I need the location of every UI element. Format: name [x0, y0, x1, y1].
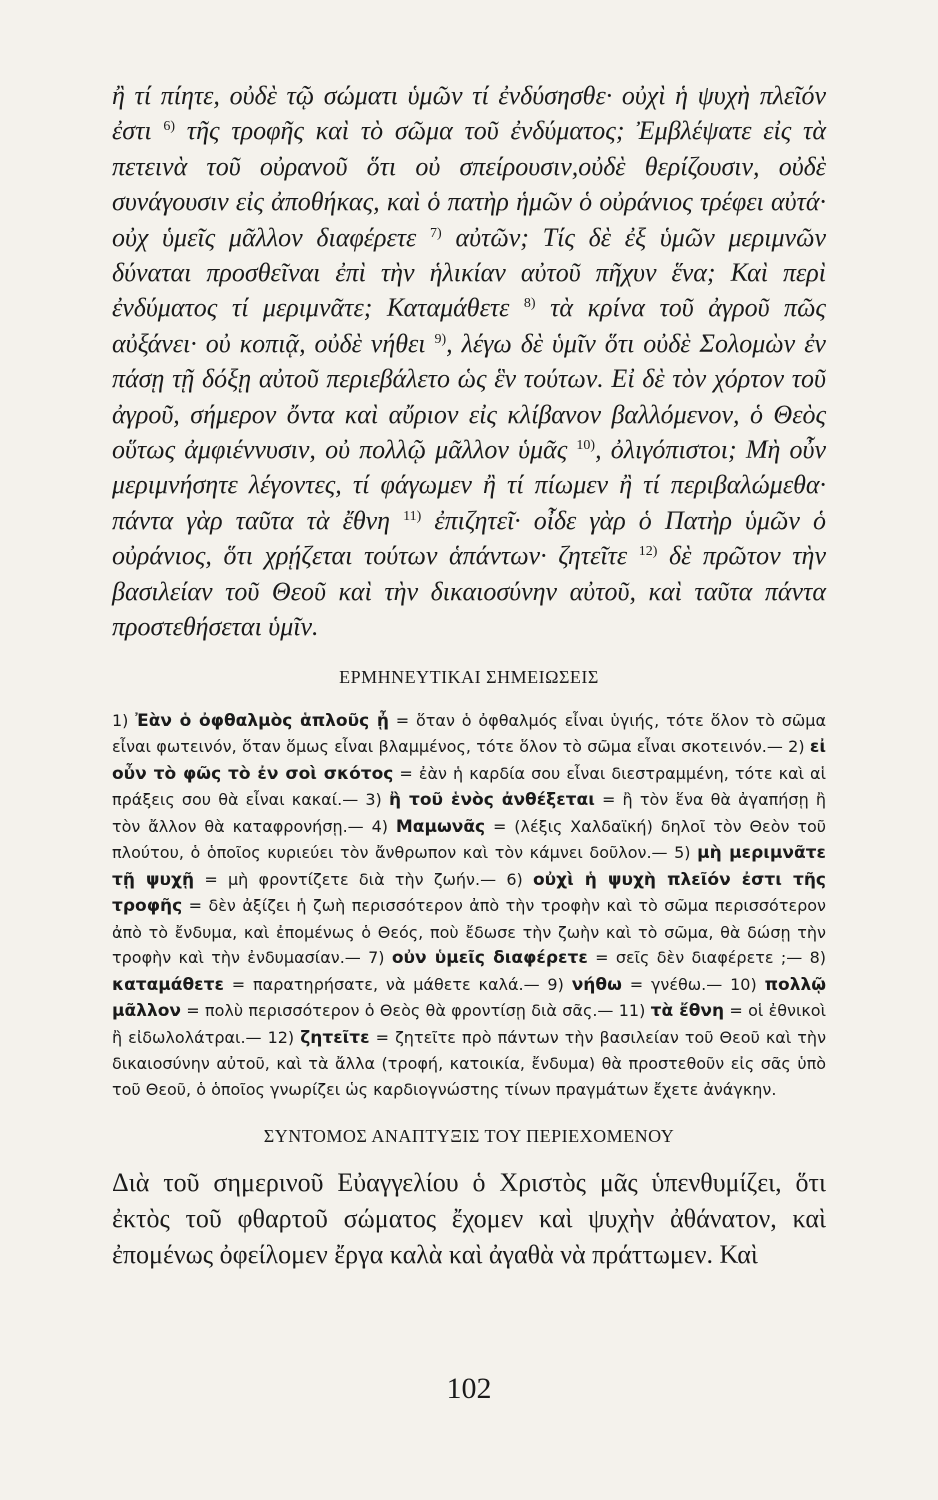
summary-paragraph: Διὰ τοῦ σημερινοῦ Εὐαγγελίου ὁ Χριστὸς μᾶς ὑπενθυμίζει, ὅτι ἐκτὸς τοῦ φθαρτοῦ σώματος ἔχομεν καὶ ψυχὴν ἀθάνατον, καὶ ἐπομένως ὀφείλομεν ἔργα καλὰ καὶ ἀγαθὰ νὰ πράττωμεν. Καὶ: [112, 1168, 826, 1269]
footnote-ref-6: 6): [163, 119, 176, 135]
scripture-passage: ἢ τί πίητε, οὐδὲ τῷ σώματι ὑμῶν τί ἐνδύσησθε· οὐχὶ ἡ ψυχὴ πλεῖόν ἐστι $^{6)}$ τῆς τροφῆς καὶ τὸ σῶμα τοῦ ἐνδύματος; Ἐμβλέψατε εἰς τὰ πετεινὰ τοῦ οὐρανοῦ ὅτι οὐ σπείρουσιν,οὐδὲ θερίζουσιν, οὐδὲ συνάγουσιν εἰς ἀποθήκας, καὶ ὁ πατὴρ ἡμῶν ὁ οὐράνιος τρέφει αὐτά· οὐχ ὑμεῖς μᾶλλον διαφέρετε $^{7)}$ αὐτῶν; Τίς δὲ ἐξ ὑμῶν μεριμνῶν δύναται προσθεῖναι ἐπὶ τὴν ἡλικίαν αὐτοῦ πῆχυν ἕνα; Καὶ περὶ ἐνδύματος τί μεριμνᾶτε; Καταμάθετε $^{8)}$ τὰ κρίνα τοῦ ἀγροῦ πῶς αὐξάνει· οὐ κοπιᾷ, οὐδὲ νήθει $^{9)}$, λέγω δὲ ὑμῖν ὅτι οὐδὲ Σολομὼν ἐν πάσῃ τῇ δόξῃ αὐτοῦ περιεβάλετο ὡς ἓν τούτων. Εἰ δὲ τὸν χόρτον τοῦ ἀγροῦ, σήμερον ὄντα καὶ αὔριον εἰς κλίβανον βαλλόμενον, ὁ Θεὸς οὕτως ἀμφιέννυσιν, οὐ πολλῷ μᾶλλον ὑμᾶς $^{10)}$, ὀλιγόπιστοι; Μὴ οὖν μεριμνήσητε λέγοντες, τί φάγωμεν ἢ τί πίωμεν ἢ τί περιβαλώμεθα· πάντα γὰρ ταῦτα τὰ ἔθνη $^{11)}$ ἐπιζητεῖ· οἶδε γὰρ ὁ Πατὴρ ὑμῶν ὁ οὐράνιος, ὅτι χρῄζεται τούτων ἁπάντων· ζητεῖτε $^{12)}$ δὲ πρῶτον τὴν βασιλείαν τοῦ Θεοῦ καὶ τὴν δικαιοσύνην αὐτοῦ, καὶ ταῦτα πάντα προστεθήσεται ὑμῖν.: [112, 81, 826, 642]
footnote-ref-10: 10): [576, 438, 596, 454]
note-term: Μαμωνᾶς: [395, 816, 486, 837]
note-term: οὐχὶ ἡ ψυχὴ πλεῖόν ἐστι τῆς τροφῆς: [112, 869, 826, 916]
footnote-ref-9: 9): [434, 331, 447, 347]
note-term: Ἐὰν ὁ ὀφθαλμὸς ἁπλοῦς ᾖ: [135, 710, 389, 731]
note-term: οὐν ὑμεῖς διαφέρετε: [391, 948, 588, 968]
footnote-ref-11: 11): [403, 508, 422, 524]
note-term: καταμάθετε: [112, 974, 224, 995]
page-number: 102: [446, 1372, 492, 1405]
footnote-ref-12: 12): [638, 544, 658, 560]
note-term: εἰ οὖν τὸ φῶς τὸ ἐν σοὶ σκότος: [112, 737, 826, 784]
note-term: ἢ τοῦ ἑνὸς ἀνθέξεται: [388, 790, 595, 810]
note-term: τὰ ἔθνη: [650, 1001, 725, 1021]
notes-heading: ΕΡΜΗΝΕΥΤΙΚΑΙ ΣΗΜΕΙΩΣΕΙΣ: [339, 666, 599, 687]
note-term: μὴ μεριμνᾶτε τῇ ψυχῇ: [112, 843, 826, 890]
explanatory-notes: 1) Ἐὰν ὁ ὀφθαλμὸς ἁπλοῦς ᾖ = ὅταν ὁ ὀφθαλμός εἶναι ὑγιής, τότε ὅλον τὸ σῶμα εἶναι φωτεινόν, ὅταν ὅμως εἶναι βλαμμένος, τότε ὅλον τὸ σῶμα εἶναι σκοτεινόν.— 2) εἰ οὖν τὸ φῶς τὸ ἐν σοὶ σκότος = ἐὰν ἡ καρδία σου εἶναι διεστραμμένη, τότε καὶ αἱ πράξεις σου θὰ εἶναι κακαί.— 3) ἢ τοῦ ἑνὸς ἀνθέξεται = ἢ τὸν ἕνα θὰ ἀγαπήσῃ ἢ τὸν ἄλλον θὰ καταφρονήσῃ.— 4) Μαμωνᾶς = (λέξις Χαλδαϊκή) δηλοῖ τὸν Θεὸν τοῦ πλούτου, ὁ ὁποῖος κυριεύει τὸν ἄνθρωπον καὶ τὸν κάμνει δοῦλον.— 5) μὴ μεριμνᾶτε τῇ ψυχῇ = μὴ φροντίζετε διὰ τὴν ζωήν.— 6) οὐχὶ ἡ ψυχὴ πλεῖόν ἐστι τῆς τροφῆς = δὲν ἀξίζει ἡ ζωὴ περισσότερον ἀπὸ τὴν τροφὴν καὶ τὸ σῶμα περισσότερον ἀπὸ τὸ ἔνδυμα, καὶ ἐπομένως ὁ Θεός, ποὺ ἔδωσε τὴν ζωὴν καὶ τὸ σῶμα, θὰ δώσῃ τὴν τροφὴν καὶ τὴν ἐνδυμασίαν.— 7) οὐν ὑμεῖς διαφέρετε = σεῖς δὲν διαφέρετε ;— 8) καταμάθετε = παρατηρήσατε, νὰ μάθετε καλά.— 9) νήθω = γνέθω.— 10) πολλῷ μᾶλλον = πολὺ περισσότερον ὁ Θεὸς θὰ φροντίσῃ διὰ σᾶς.— 11) τὰ ἔθνη = οἱ ἐθνικοὶ ἢ εἰδωλολάτραι.— 12) ζητεῖτε = ζητεῖτε πρὸ πάντων τὴν βασιλείαν τοῦ Θεοῦ καὶ τὴν δικαιοσύνην αὐτοῦ, καὶ τὰ ἄλλα (τροφή, κατοικία, ἔνδυμα) θὰ προστεθοῦν εἰς σᾶς ὑπὸ τοῦ Θεοῦ, ὁ ὁποῖος γνωρίζει ὡς καρδιογνώστης τίνων πραγμάτων ἔχετε ἀνάγκην.: [112, 710, 827, 1099]
note-term: νήθω: [571, 974, 622, 995]
footnote-ref-8: 8): [523, 296, 536, 312]
note-term: πολλῷ μᾶλλον: [112, 974, 826, 1021]
note-term: ζητεῖτε: [300, 1027, 370, 1048]
summary-heading: ΣΥΝΤΟΜΟΣ ΑΝΑΠΤΥΞΙΣ ΤΟΥ ΠΕΡΙΕΧΟΜΕΝΟΥ: [263, 1126, 675, 1146]
footnote-ref-7: 7): [430, 225, 442, 241]
